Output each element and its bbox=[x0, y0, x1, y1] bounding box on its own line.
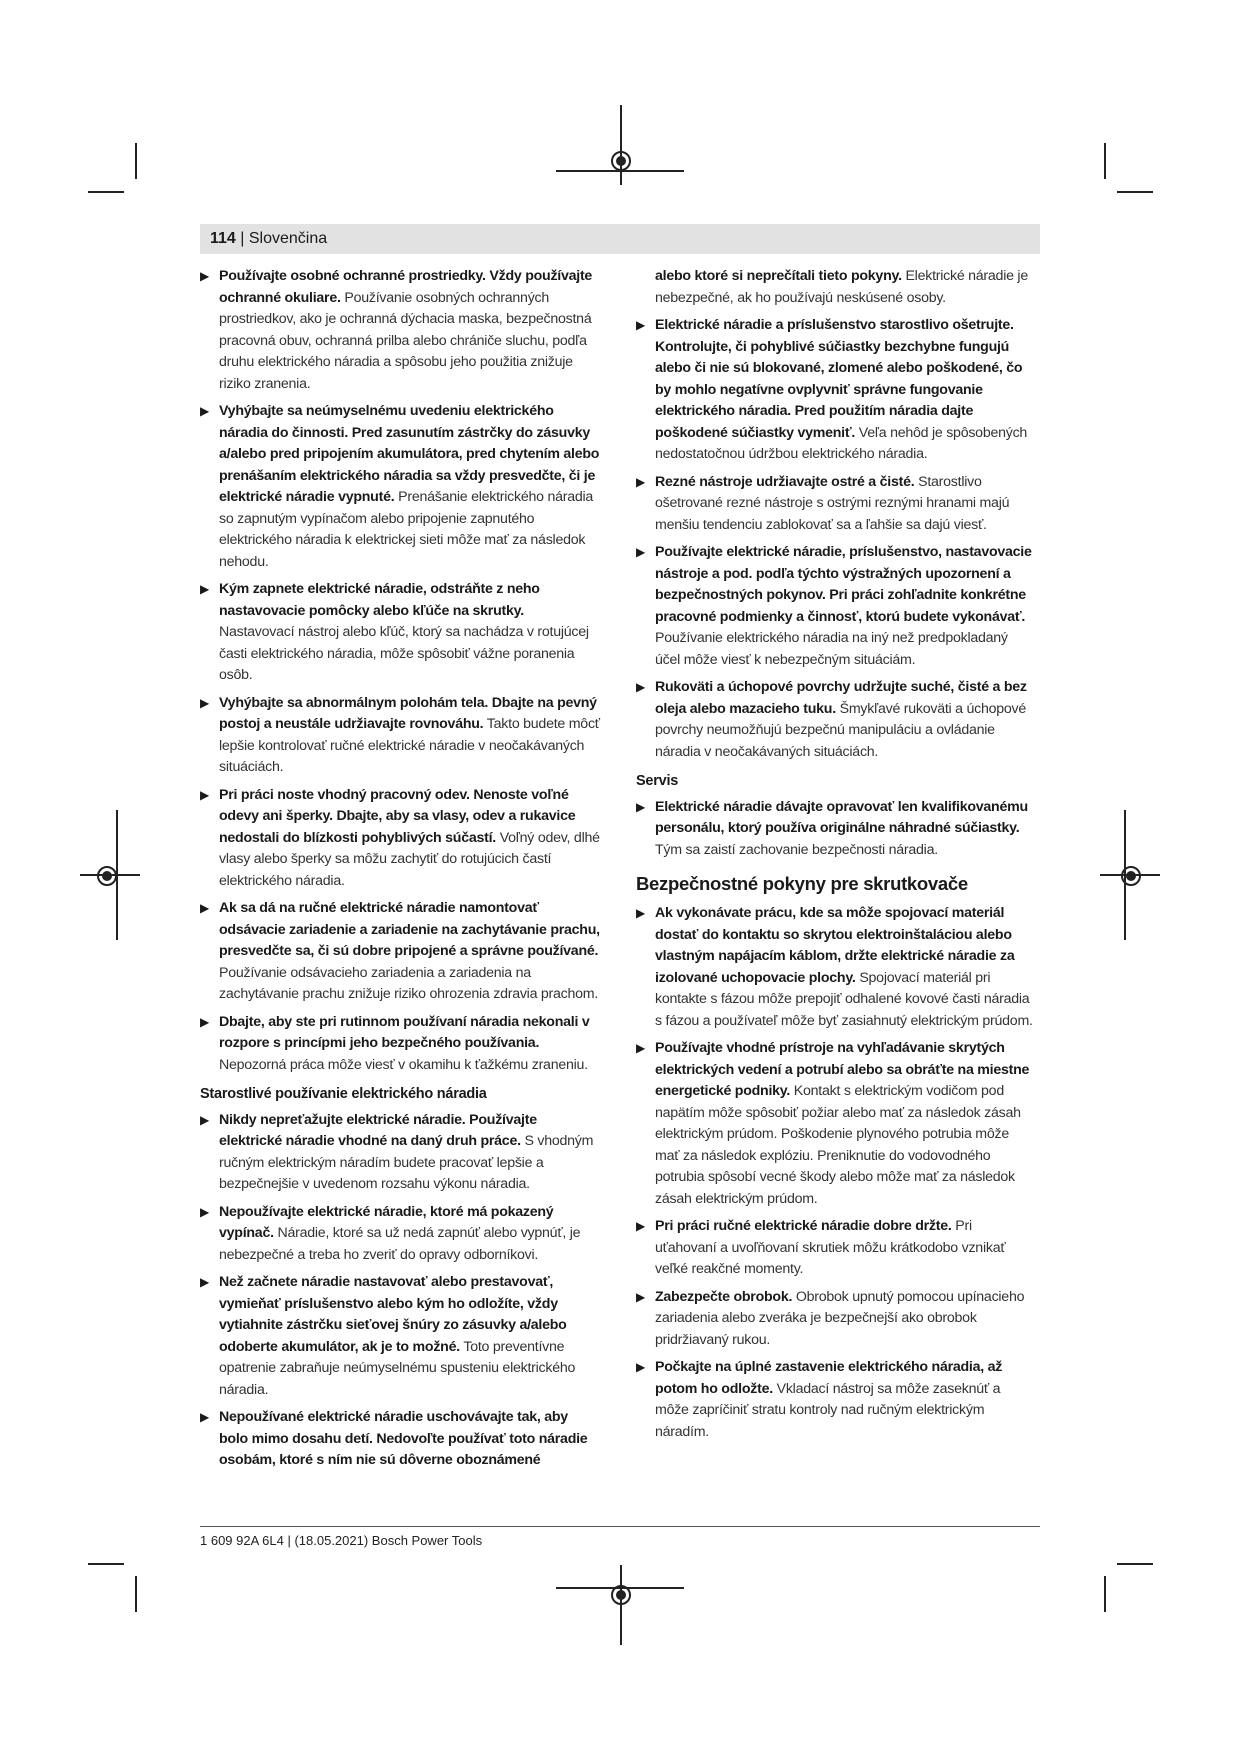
page-number: 114 bbox=[210, 230, 236, 247]
bullet-icon: ▶ bbox=[636, 1360, 645, 1374]
left-column bbox=[200, 266, 600, 1478]
list-item: ▶ Používajte elektrické náradie, príslušenstvo, nastavovacie nástroje a pod. podľa týchto výstražných upozornení a bezpečnostných pokynov. Pri práci zohľadnite konkrétne pracovné podmienky a činnosť, ktorú budete vykonávať. Používanie elektrického náradia na iný než predpokladaný účel môže viesť k nebezpečným situáciám. bbox=[636, 544, 1032, 668]
list-item: ▶ Nepoužívajte elektrické náradie, ktoré má pokazený vypínač. Náradie, ktoré sa už nedá zapnúť alebo vypnúť, je nebezpečné a treba ho zveriť do opravy odborníkovi. bbox=[200, 1203, 581, 1263]
bullet-icon: ▶ bbox=[636, 799, 645, 814]
bullet-icon: ▶ bbox=[636, 1219, 645, 1233]
bullet-icon: ▶ bbox=[200, 787, 209, 802]
crop-mark bbox=[1117, 1563, 1153, 1565]
crop-mark bbox=[1117, 191, 1153, 193]
footer-divider bbox=[200, 1526, 1040, 1527]
bullet-icon: ▶ bbox=[200, 695, 209, 710]
list-item: ▶ Elektrické náradie a príslušenstvo starostlivo ošetrujte. Kontrolujte, či pohyblivé súčiastky bezchybne fungujú alebo či nie sú blokované, zlomené alebo poškodené, čo by mohlo negatívne ovplyvniť správne fungovanie elektrického náradia. Pred použitím náradia dajte poškodené súčiastky vymeniť. Veľa nehôd je spôsobených nedostatočnou údržbou elektrického náradia. bbox=[636, 317, 1028, 462]
list-item: ▶ Používajte osobné ochranné prostriedky. Vždy používajte ochranné okuliare. Používanie osobných ochranných prostriedkov, ako je ochranná dýchacia maska, bezpečnostná pracovná obuv, ochranná prilba alebo chrániče sluchu, podľa druhu elektrického náradia a spôsobu jeho použitia znižuje riziko zranenia. bbox=[200, 268, 593, 392]
crop-mark bbox=[135, 143, 137, 179]
registration-target-icon bbox=[611, 151, 631, 171]
page-footer: 1 609 92A 6L4 | (18.05.2021) Bosch Power Tools bbox=[200, 1533, 483, 1548]
bullet-icon: ▶ bbox=[200, 1204, 209, 1219]
bullet-icon: ▶ bbox=[200, 1112, 209, 1127]
bullet-icon: ▶ bbox=[200, 269, 209, 283]
list-item: ▶ Rukoväti a úchopové povrchy udržujte suché, čisté a bez oleja alebo mazacieho tuku. Šmykľavé rukoväti a úchopové povrchy neumožňujú bezpečnú manipuláciu a ovládanie náradia v neočakávaných situáciách. bbox=[636, 679, 1027, 760]
crop-mark bbox=[1104, 143, 1106, 179]
list-item: ▶ Používajte vhodné prístroje na vyhľadávanie skrytých elektrických vedení a potrubí alebo sa obráťte na miestne energetické podniky. Kontakt s elektrickým vodičom pod napätím môže spôsobiť požiar alebo mať za následok zásah elektrickým prúdom. Poškodenie plynového potrubia môže mať za následok explóziu. Preniknutie do vodovodného potrubia spôsobí vecné škody alebo môže mať za následok zásah elektrickým prúdom. bbox=[636, 1040, 1030, 1207]
bullet-icon: ▶ bbox=[200, 1410, 209, 1424]
list-item: ▶ Nikdy nepreťažujte elektrické náradie. Používajte elektrické náradie vhodné na daný druh práce. S vhodným ručným elektrickým náradím budete pracovať lepšie a bezpečnejšie v uvedenom rozsahu výkonu náradia. bbox=[200, 1111, 594, 1192]
bullet-icon: ▶ bbox=[200, 582, 209, 596]
list-item: ▶ Dbajte, aby ste pri rutinnom používaní náradia nekonali v rozpore s princípmi jeho bezpečného používania. Nepozorná práca môže viesť v okamihu k ťažkému zraneniu. bbox=[200, 1013, 590, 1073]
crop-mark bbox=[88, 191, 124, 193]
section-title: Bezpečnostné pokyny pre skrutkovače bbox=[636, 873, 968, 894]
list-item: ▶ Elektrické náradie dávajte opravovať len kvalifikovanému personálu, ktorý používa originálne náhradné súčiastky. Tým sa zaistí zachovanie bezpečnosti náradia. bbox=[636, 798, 1028, 858]
bullet-icon: ▶ bbox=[636, 474, 645, 489]
list-item: ▶ Kým zapnete elektrické náradie, odstráňte z neho nastavovacie pomôcky alebo kľúče na skrutky. Nastavovací nástroj alebo kľúč, ktorý sa nachádza v rotujúcej časti elektrického náradia, môže spôsobiť vážne poranenia osôb. bbox=[200, 581, 589, 683]
bullet-icon: ▶ bbox=[636, 545, 645, 559]
bullet-icon: ▶ bbox=[636, 318, 645, 332]
bullet-icon: ▶ bbox=[200, 404, 209, 418]
crop-mark bbox=[135, 1576, 137, 1612]
bullet-icon: ▶ bbox=[636, 680, 645, 694]
list-item: ▶ Vyhýbajte sa abnormálnym polohám tela. Dbajte na pevný postoj a neustále udržiavajte rovnováhu. Takto budete môcť lepšie kontrolovať ručné elektrické náradie v neočakávaných situáciách. bbox=[200, 694, 600, 775]
list-item-continuation: alebo ktoré si neprečítali tieto pokyny. Elektrické náradie je nebezpečné, ak ho používajú neskúsené osoby. bbox=[655, 268, 1028, 306]
registration-target-icon bbox=[1121, 866, 1141, 886]
list-item: ▶ Rezné nástroje udržiavajte ostré a čisté. Starostlivo ošetrované rezné nástroje s ostrými reznými hranami majú menšiu tendenciu zablokovať sa a ľahšie sa dajú viesť. bbox=[636, 473, 1010, 533]
crop-mark bbox=[620, 1565, 622, 1645]
subheading: Starostlivé používanie elektrického náradia bbox=[200, 1086, 487, 1102]
list-item: ▶ Než začnete náradie nastavovať alebo prestavovať, vymieňať príslušenstvo alebo kým ho odložíte, vždy vytiahnite zástrčku sieťovej šnúry zo zásuvky a/alebo odoberte akumulátor, ak je to možné. Toto preventívne opatrenie zabraňuje neúmyselnému spusteniu elektrického náradia. bbox=[200, 1274, 576, 1398]
bullet-icon: ▶ bbox=[200, 901, 209, 915]
list-item: ▶ Zabezpečte obrobok. Obrobok upnutý pomocou upínacieho zariadenia alebo zveráka je bezpečnejší ako obrobok pridržiavaný rukou. bbox=[636, 1288, 1025, 1348]
bullet-icon: ▶ bbox=[636, 906, 645, 920]
right-column bbox=[636, 266, 1036, 1449]
page-language: Slovenčina bbox=[248, 230, 328, 247]
list-item: ▶ Nepoužívané elektrické náradie uschovávajte tak, aby bolo mimo dosahu detí. Nedovoľte používať toto náradie osobám, ktoré s ním nie sú dôverne oboznámené bbox=[200, 1409, 588, 1468]
crop-mark bbox=[88, 1563, 124, 1565]
list-item: ▶ Pri práci ručné elektrické náradie dobre držte. Pri uťahovaní a uvoľňovaní skrutiek môžu krátkodobo vznikať veľké reakčné momenty. bbox=[636, 1218, 1006, 1277]
list-item: ▶ Ak vykonávate prácu, kde sa môže spojovací materiál dostať do kontaktu so skrytou elektroinštaláciou alebo vlastným napájacím káblom, držte elektrické náradie za izolované uchopovacie plochy. Spojovací materiál pri kontakte s fázou môže prepojiť odhalené kovové časti náradia s fázou a používateľ môže byť zasiahnutý elektrickým prúdom. bbox=[636, 905, 1033, 1029]
list-item: ▶ Pri práci noste vhodný pracovný odev. Nenoste voľné odevy ani šperky. Dbajte, aby sa vlasy, odev a rukavice nedostali do blízkosti pohyblivých súčastí. Voľný odev, dlhé vlasy alebo šperky sa môžu zachytiť do rotujúcich častí elektrického náradia. bbox=[200, 786, 600, 889]
bullet-icon: ▶ bbox=[200, 1275, 209, 1289]
list-item: ▶ Počkajte na úplné zastavenie elektrického náradia, až potom ho odložte. Vkladací nástroj sa môže zaseknúť a môže zapríčiniť stratu kontroly nad ručným elektrickým náradím. bbox=[636, 1359, 1003, 1440]
page-header: 114 | Slovenčina bbox=[210, 230, 328, 247]
bullet-icon: ▶ bbox=[200, 1014, 209, 1029]
list-item: ▶ Ak sa dá na ručné elektrické náradie namontovať odsávacie zariadenie a zariadenie na zachytávanie prachu, presvedčte sa, či sú dobre pripojené a správne používané. Používanie odsávacieho zariadenia a zariadenia na zachytávanie prachu znižuje riziko ohrozenia zdravia prachom. bbox=[200, 900, 600, 1002]
service-heading: Servis bbox=[636, 773, 679, 789]
bullet-icon: ▶ bbox=[636, 1289, 645, 1304]
list-item: ▶ Vyhýbajte sa neúmyselnému uvedeniu elektrického náradia do činnosti. Pred zasunutím zástrčky do zásuvky a/alebo pred pripojením akumulátora, pred chytením alebo prenášaním elektrického náradia sa vždy presvedčte, či je elektrické náradie vypnuté. Prenášanie elektrického náradia so zapnutým vypínačom alebo pripojenie zapnutého elektrického náradia k elektrickej sieti môže mať za následok nehodu. bbox=[200, 403, 600, 570]
crop-mark bbox=[1104, 1576, 1106, 1612]
crop-mark bbox=[620, 105, 622, 185]
registration-target-icon bbox=[97, 866, 117, 886]
bullet-icon: ▶ bbox=[636, 1041, 645, 1055]
registration-target-icon bbox=[611, 1585, 631, 1605]
